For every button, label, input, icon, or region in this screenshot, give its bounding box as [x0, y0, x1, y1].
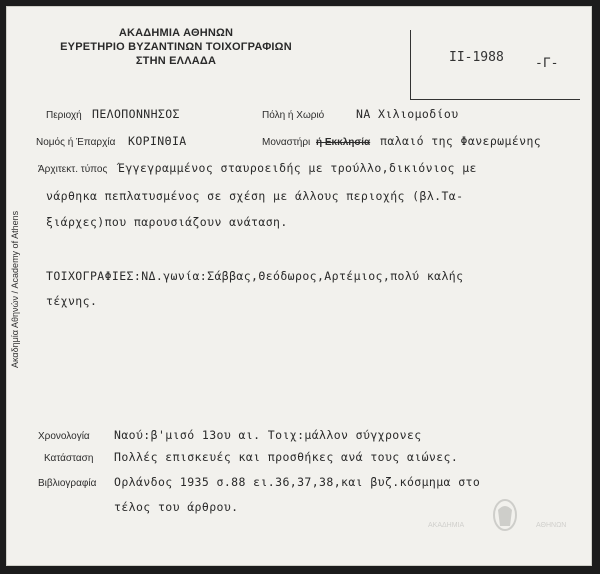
- town-label: Πόλη ή Χωριό: [262, 110, 325, 121]
- monastery-value: παλαιό της Φανερωμένης: [380, 134, 542, 148]
- stamp-text-right: ΑΘΗΝΩΝ: [536, 522, 567, 529]
- arch-line-1: Έγγεγραμμένος σταυροειδής με τρούλλο,δικιόνιος με: [118, 161, 477, 175]
- card-header: [46, 26, 306, 68]
- bibliography-label: Βιβλιογραφία: [38, 478, 97, 489]
- bibliography-line-1: Ορλάνδος 1935 σ.88 ει.36,37,38,και βυζ.κόσμημα στο: [114, 475, 481, 489]
- region-label: Περιοχή: [46, 110, 82, 121]
- arch-line-3: ξιάρχες)που παρουσιάζουν ανάταση.: [46, 215, 288, 229]
- church-label-struck: ή Εκκλησία: [316, 137, 371, 148]
- stamp-emblem-icon: [490, 498, 520, 536]
- card-code-suffix: -Γ-: [535, 56, 559, 71]
- vertical-credit: [2, 38, 22, 398]
- stamp-text-left: ΑΚΑΔΗΜΙΑ: [428, 522, 465, 529]
- header-line-2: ΕΥΡΕΤΗΡΙΟ ΒΥΖΑΝΤΙΝΩΝ ΤΟΙΧΟΓΡΑΦΙΩΝ: [60, 41, 292, 53]
- chronology-value: Ναού:β'μισό 13ου αι. Τοιχ:μάλλον σύγχρονες: [114, 428, 422, 442]
- card-code: II-1988: [449, 50, 504, 65]
- region-value: ΠΕΛΟΠΟΝΝΗΣΟΣ: [92, 107, 180, 121]
- prefecture-value: ΚΟΡΙΝΘΙΑ: [128, 134, 187, 148]
- arch-type-label: Άρχιτεκτ. τύπος: [38, 164, 108, 175]
- condition-label: Κατάσταση: [44, 453, 94, 464]
- code-box: [410, 30, 580, 100]
- town-value: ΝΑ Χιλιομοδίου: [356, 107, 459, 121]
- vertical-credit-text: Ακαδημία Αθηνών / Academy of Athens: [10, 210, 20, 368]
- frescoes-line-2: τέχνης.: [46, 294, 98, 308]
- condition-value: Πολλές επισκευές και προσθήκες ανά τους αιώνες.: [114, 450, 459, 464]
- bibliography-line-2: τέλος του άρθρου.: [114, 500, 239, 514]
- arch-line-2: νάρθηκα πεπλατυσμένος σε σχέση με άλλους περιοχής (βλ.Τα-: [46, 189, 464, 203]
- header-line-3: ΣΤΗΝ ΕΛΛΑΔΑ: [135, 55, 217, 67]
- academy-stamp: [428, 496, 578, 536]
- header-line-1: ΑΚΑΔΗΜΙΑ ΑΘΗΝΩΝ: [118, 27, 234, 39]
- prefecture-label: Νομός ή Έπαρχία: [36, 137, 116, 148]
- monastery-label: Μοναστήρι: [262, 137, 311, 148]
- frescoes-line-1: ΤΟΙΧΟΓΡΑΦΙΕΣ:ΝΔ.γωνία:Σάββας,Θεόδωρος,Αρτέμιος,πολύ καλής: [46, 269, 464, 283]
- chronology-label: Χρονολογία: [38, 431, 90, 442]
